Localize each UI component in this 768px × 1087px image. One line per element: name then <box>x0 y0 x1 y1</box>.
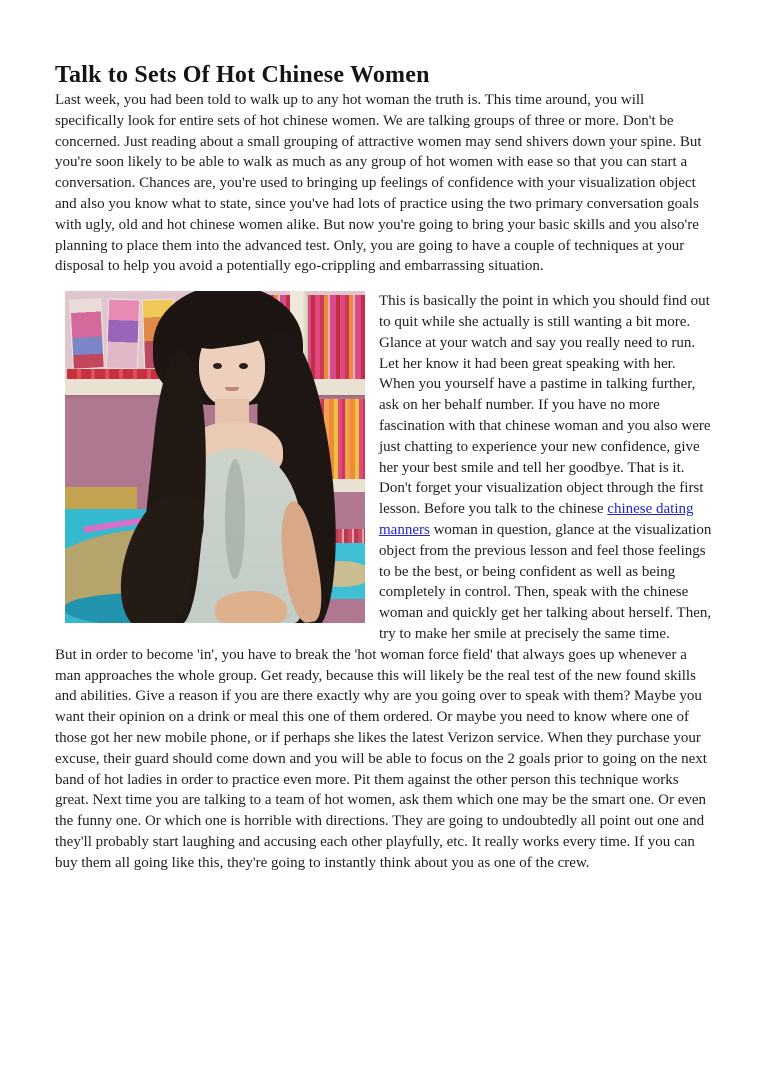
paragraph-2-text-before-link: This is basically the point in which you should find out to quit while she actually is still wanting a bit more. Glance at your watch and say you really need to run. Let her know it had been great speaking with her. When you yourself have a pastime in talking further, ask on her behalf number. If you have no more fascination with that chinese woman and you also were just chatting to experience your new confidence, give her your best smile and tell her goodbye. That is it. Don't forget your visualization object through the first lesson. Before you talk to the chinese <box>379 293 711 518</box>
photo-magazine-cover <box>69 298 105 370</box>
article-paragraph-1: Last week, you had been told to walk up to any hot woman the truth is. This time around, you will specifically look for entire sets of hot chinese women. We are talking groups of three or more. Don't be concerned. Just reading about a small grouping of attractive women may send shivers down your spine. But you're soon likely to be able to walk as much as any group of hot women with ease so that you can start a conversation. Chances are, you're used to bringing up feelings of confidence with your visualization object and also you know what to state, since you've had lots of practice using the two primary conversation goals with ugly, old and hot chinese women alike. But now you're going to bring your basic skills and you also're planning to place them into the advanced test. Only, you are going to have a couple of techniques at your disposal to help you avoid a potentially ego-crippling and embarrassing situation. <box>55 92 702 275</box>
article-paragraph-2-with-photo <box>55 291 713 645</box>
paragraph-2-text-after-link: woman in question, glance at the visualization object from the previous lesson and feel those feelings to be the best, or being confident as well as being completely in control. Then, speak with the chinese woman and quickly get her talking about herself. Then, try to make her smile at precisely the same time. <box>379 521 712 642</box>
photo-woman-eye <box>213 363 222 369</box>
photo-tank-shading <box>225 459 245 579</box>
photo-magazine-cover <box>106 299 140 370</box>
photo-woman-mouth <box>225 387 239 391</box>
chinese-dating-manners-link[interactable]: chinese dating manners <box>379 501 694 538</box>
photo-woman-eye <box>239 363 248 369</box>
page-title: Talk to Sets Of Hot Chinese Women <box>55 62 430 88</box>
photo-woman-hands <box>215 591 287 623</box>
article-paragraph-3: But in order to become 'in', you have to break the 'hot woman force field' that always goes up whenever a man approaches the whole group. Get ready, because this will likely be the real test of the new found skills and abilities. Give a reason if you are there exactly why are you going over to speak with them? Maybe you want their opinion on a drink or meal this one of them ordered. Or maybe you need to know where one of those got her new mobile phone, or if perhaps she likes the latest Verizon service. When they purchase your excuse, their guard should come down and you will be able to focus on the 2 goals prior to going on the next band of hot ladies in order to practice even more. Pit them against the other person this technique works great. Next time you are talking to a team of hot women, ask them which one may be the smart one. Or even the funny one. Or which one is horrible with directions. They are going to undoubtedly all point out one and they'll probably start laughing and accusing each other playfully, etc. It really works every time. If you can buy them all going like this, they're going to instantly think about you as one of the crew. <box>55 646 707 871</box>
article-photo <box>65 291 365 623</box>
